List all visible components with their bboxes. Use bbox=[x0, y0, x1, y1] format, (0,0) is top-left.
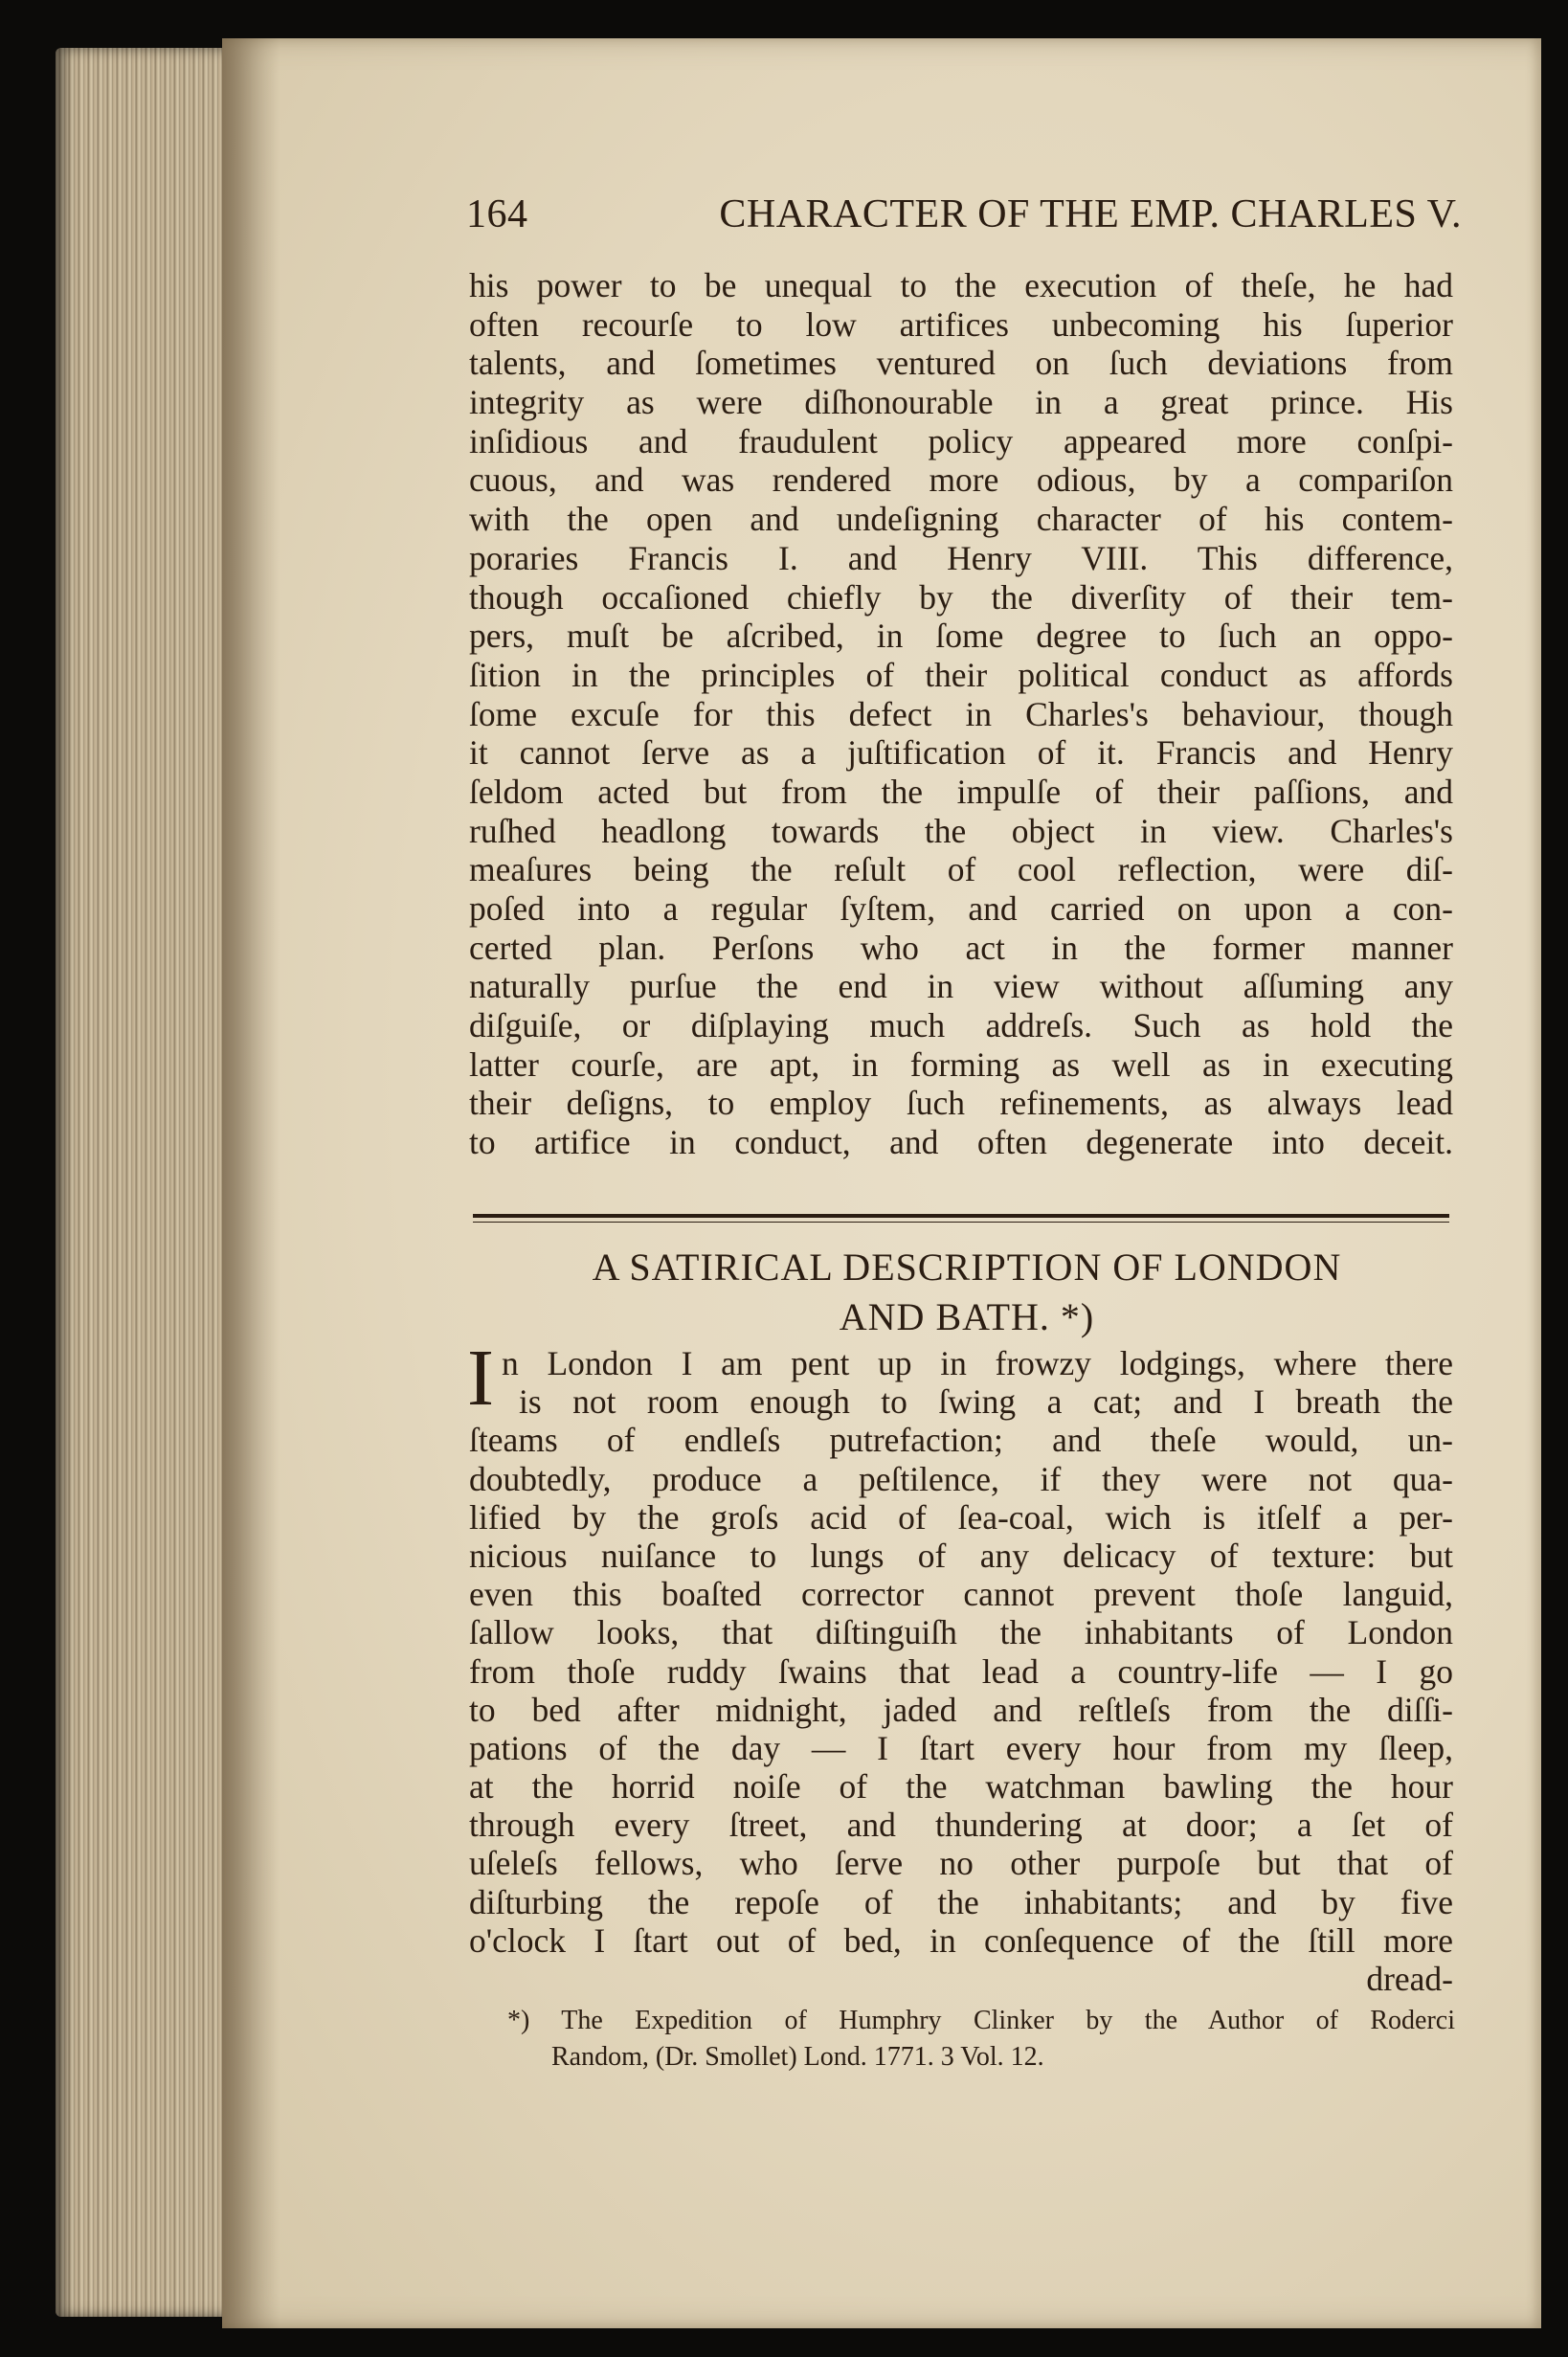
text-line: inſidious and fraudulent policy appeared more conſpi- bbox=[469, 421, 1453, 460]
text-line: uſeleſs fellows, who ſerve no other purpoſe but that of bbox=[469, 1844, 1453, 1883]
text-line: even this boaſted corrector cannot prevent thoſe languid, bbox=[469, 1575, 1453, 1614]
text-line: at the horrid noiſe of the watchman bawling the hour bbox=[469, 1767, 1453, 1807]
text-line: pers, muſt be aſcribed, in ſome degree to ſuch an oppo- bbox=[469, 617, 1453, 656]
text-line: diſturbing the repoſe of the inhabitants; and by five bbox=[469, 1882, 1453, 1921]
running-title: CHARACTER OF THE EMP. CHARLES V. bbox=[719, 192, 1462, 236]
text-line: to artifice in conduct, and often degenerate into deceit. bbox=[469, 1123, 1453, 1162]
text-line: though occaſioned chiefly by the diverſity of their tem- bbox=[469, 577, 1453, 617]
text-line: ſallow looks, that diſtinguiſh the inhabitants of London bbox=[469, 1613, 1453, 1652]
drop-cap: I bbox=[467, 1334, 494, 1423]
text-line: often recourſe to low artifices unbecoming his ſuperior bbox=[469, 304, 1453, 344]
text-line: meaſures being the reſult of cool reflection, were diſ- bbox=[469, 850, 1453, 889]
section-title-line-2: AND BATH. *) bbox=[839, 1295, 1095, 1338]
text-line: ſteams of endleſs putrefaction; and theſe would, un- bbox=[469, 1421, 1453, 1460]
text-line: certed plan. Perſons who act in the former manner bbox=[469, 928, 1453, 967]
text-line: cuous, and was rendered more odious, by a compariſon bbox=[469, 460, 1453, 500]
section-divider-thin bbox=[473, 1222, 1449, 1223]
text-line: it cannot ſerve as a juſtification of it. Francis and Henry bbox=[469, 733, 1453, 773]
footnote-line: *) The Expedition of Humphry Clinker by the Author of Roderci bbox=[507, 2006, 1455, 2035]
text-line: doubtedly, produce a peſtilence, if they were not qua- bbox=[469, 1459, 1453, 1498]
text-line: their deſigns, to employ ſuch refinements, as always lead bbox=[469, 1084, 1453, 1123]
body-paragraph bbox=[469, 266, 1453, 1162]
text-line: integrity as were diſhonourable in a great prince. His bbox=[469, 383, 1453, 422]
text-line: is not room enough to ſwing a cat; and I breath the bbox=[519, 1382, 1453, 1422]
text-line: diſguiſe, or diſplaying much addreſs. Such as hold the bbox=[469, 1006, 1453, 1045]
section-divider-thick bbox=[473, 1214, 1449, 1218]
footnote-line: Random, (Dr. Smollet) Lond. 1771. 3 Vol. 12. bbox=[551, 2042, 1044, 2072]
article-paragraph bbox=[469, 1344, 1453, 1998]
text-line: ſome excuſe for this defect in Charles's behaviour, though bbox=[469, 694, 1453, 733]
text-line: from thoſe ruddy ſwains that lead a country-life — I go bbox=[469, 1651, 1453, 1691]
page-block-edges bbox=[56, 48, 233, 2317]
text-line: o'clock I ſtart out of bed, in conſequence of the ſtill more bbox=[469, 1920, 1453, 1960]
gutter-shadow bbox=[222, 38, 280, 2328]
text-line: lified by the groſs acid of ſea-coal, wich is itſelf a per- bbox=[469, 1497, 1453, 1537]
text-line: naturally purſue the end in view without aſſuming any bbox=[469, 967, 1453, 1006]
page-number: 164 bbox=[466, 192, 528, 236]
text-line: poraries Francis I. and Henry VIII. This difference, bbox=[469, 538, 1453, 577]
text-line: ſition in the principles of their political conduct as affords bbox=[469, 655, 1453, 694]
section-title-line-1: A SATIRICAL DESCRIPTION OF LONDON bbox=[592, 1246, 1342, 1289]
text-line: dread- bbox=[1366, 1960, 1453, 1998]
text-line: nicious nuiſance to lungs of any delicacy of texture: but bbox=[469, 1536, 1453, 1575]
text-line: pations of the day — I ſtart every hour from my ſleep, bbox=[469, 1728, 1453, 1767]
text-line: ſeldom acted but from the impulſe of their paſſions, and bbox=[469, 772, 1453, 811]
text-line: to bed after midnight, jaded and reſtleſs from the diſſi- bbox=[469, 1690, 1453, 1729]
text-line: talents, and ſometimes ventured on ſuch deviations from bbox=[469, 344, 1453, 383]
text-line: latter courſe, are apt, in forming as well as in executing bbox=[469, 1044, 1453, 1084]
text-line: his power to be unequal to the execution of theſe, he had bbox=[469, 266, 1453, 304]
running-head bbox=[466, 191, 1462, 253]
text-line: poſed into a regular ſyſtem, and carried on upon a con- bbox=[469, 889, 1453, 928]
text-line: n London I am pent up in frowzy lodgings, where there bbox=[502, 1344, 1453, 1382]
footnote bbox=[507, 2003, 1455, 2076]
text-line: ruſhed headlong towards the object in view. Charles's bbox=[469, 811, 1453, 850]
text-line: through every ſtreet, and thundering at door; a ſet of bbox=[469, 1806, 1453, 1845]
text-line: with the open and undeſigning character of his contem- bbox=[469, 500, 1453, 539]
